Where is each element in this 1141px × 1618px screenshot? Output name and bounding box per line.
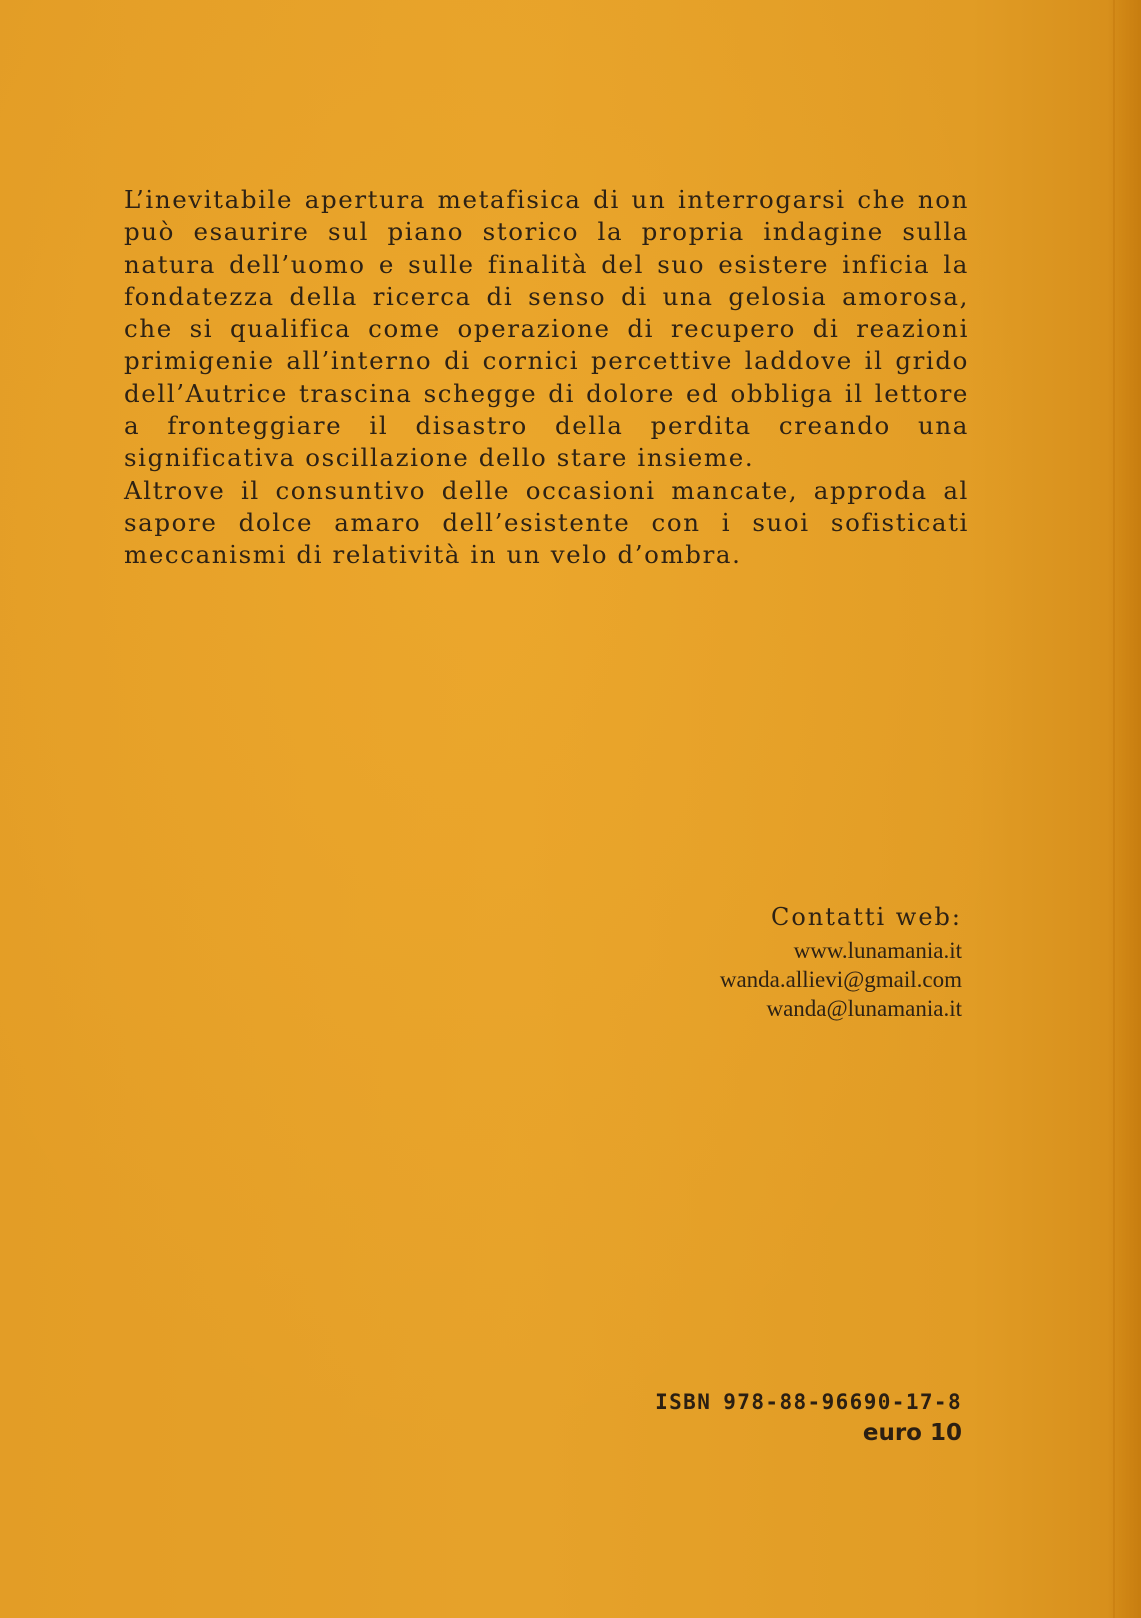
email-primary-link[interactable]: wanda.allievi@gmail.com	[719, 967, 962, 992]
isbn-label: ISBN	[655, 1390, 712, 1414]
blurb-text	[124, 184, 969, 572]
email-secondary-link[interactable]: wanda@lunamania.it	[766, 996, 962, 1021]
isbn-number: 978-88-96690-17-8	[723, 1390, 962, 1414]
blurb-paragraph-1: L’inevitabile apertura metafisica di un interrogarsi che non può esaurire sul piano storico la propria indagine sulla natura dell’uomo e sulle finalità del suo esistere inficia la fondatezza della ricerca di senso di una gelosia amorosa, che si qualifica come operazione di recupero di reazioni primigenie all’interno di cornici percettive laddove il grido dell’Autrice trascina schegge di dolore ed obbliga il lettore a fronteggiare il disastro della perdita creando una significativa oscillazione dello stare insieme.	[124, 185, 969, 473]
website-link[interactable]: www.lunamania.it	[793, 938, 962, 963]
price-label: euro 10	[862, 1420, 962, 1446]
contacts-heading: Contatti web:	[770, 903, 962, 931]
web-contacts	[542, 900, 962, 1023]
spine-fold-line	[1113, 0, 1115, 1618]
isbn-line	[655, 1388, 962, 1416]
blurb-paragraph-2: Altrove il consuntivo delle occasioni mancate, approda al sapore dolce amaro dell’esistente con i suoi sofisticati meccanismi di relatività in un velo d’ombra.	[124, 475, 969, 570]
